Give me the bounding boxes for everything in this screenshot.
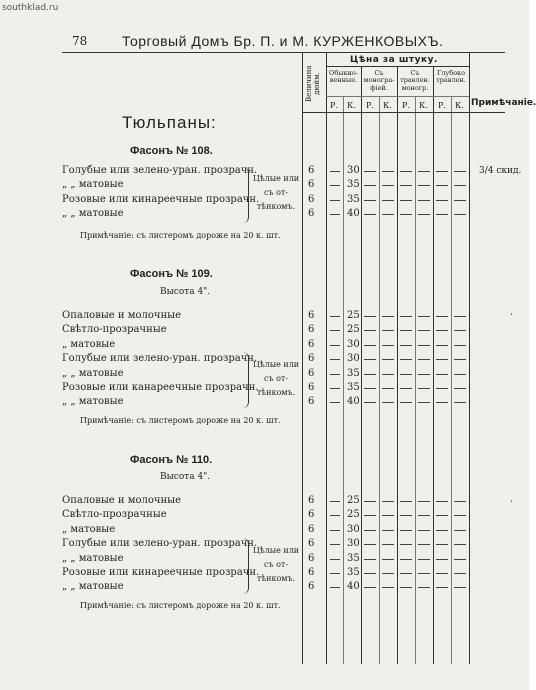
size-value: 6: [308, 567, 315, 578]
size-value: 6: [308, 523, 315, 535]
empty-price-dash: [364, 515, 376, 516]
empty-price-dash: [382, 587, 394, 588]
empty-price-dash: [418, 587, 430, 588]
empty-price-dash: [436, 171, 448, 172]
empty-price-dash: [382, 544, 394, 545]
empty-price-dash: [400, 185, 412, 186]
size-value: 6: [308, 324, 315, 336]
empty-price-dash: [454, 316, 466, 317]
footnote: Примѣчанiе: съ листеромъ дороже на 20 к. шт.: [80, 231, 281, 240]
size-value: 6: [308, 552, 315, 564]
price-value: 40: [347, 208, 360, 220]
price-value: 25: [347, 495, 360, 506]
height-note: Высота 4".: [160, 287, 211, 297]
empty-price-dash: [400, 573, 412, 574]
item-label: Свѣтло-прозрачные: [62, 509, 167, 521]
empty-price-dash: [382, 374, 394, 375]
empty-price-dash: [400, 402, 412, 403]
empty-price-dash: [330, 501, 340, 502]
empty-price-dash: [364, 587, 376, 588]
empty-price-dash: [330, 359, 340, 360]
footnote: Примѣчанiе: съ листеромъ дороже на 20 к. шт.: [80, 601, 281, 610]
empty-price-dash: [418, 214, 430, 215]
empty-price-dash: [436, 402, 448, 403]
empty-price-dash: [418, 530, 430, 531]
price-value: 35: [347, 367, 360, 379]
table-row: [62, 524, 462, 538]
empty-price-dash: [454, 402, 466, 403]
empty-price-dash: [454, 515, 466, 516]
empty-price-dash: [436, 345, 448, 346]
empty-price-dash: [330, 345, 340, 346]
empty-price-dash: [330, 185, 340, 186]
empty-price-dash: [418, 515, 430, 516]
item-label: „ матовые: [62, 338, 116, 350]
price-value: 35: [347, 193, 360, 205]
empty-price-dash: [418, 171, 430, 172]
empty-price-dash: [364, 345, 376, 346]
item-label: „ матовые: [62, 523, 116, 535]
price-value: 30: [347, 538, 360, 550]
empty-price-dash: [330, 544, 340, 545]
empty-price-dash: [436, 359, 448, 360]
empty-price-dash: [330, 573, 340, 574]
empty-price-dash: [436, 185, 448, 186]
item-label: Розовые или канареечные прозрачн.: [62, 382, 259, 393]
empty-price-dash: [330, 330, 340, 331]
footnote: Примѣчанiе: съ листеромъ дороже на 20 к. шт.: [80, 416, 281, 425]
empty-price-dash: [330, 515, 340, 516]
size-value: 6: [308, 538, 315, 550]
empty-price-dash: [454, 345, 466, 346]
empty-price-dash: [382, 200, 394, 201]
empty-price-dash: [454, 200, 466, 201]
table-row: [62, 310, 462, 324]
size-column-header: Величина дюйм.: [305, 65, 321, 103]
table-head-rule: [302, 112, 505, 113]
empty-price-dash: [382, 345, 394, 346]
empty-price-dash: [436, 388, 448, 389]
price-value: 30: [347, 165, 360, 176]
empty-price-dash: [454, 214, 466, 215]
item-label: Розовые или кинареечные прозрачн.: [62, 193, 260, 205]
empty-price-dash: [436, 530, 448, 531]
item-label: Свѣтло-прозрачные: [62, 324, 167, 336]
empty-price-dash: [382, 330, 394, 331]
size-value: 6: [308, 367, 315, 379]
empty-price-dash: [330, 587, 340, 588]
empty-price-dash: [364, 559, 376, 560]
group-label: Цѣлые или съ от-тѣнкомъ.: [252, 360, 300, 397]
col-ordinary: Обыкно-венные.: [329, 69, 358, 85]
empty-price-dash: [364, 185, 376, 186]
empty-price-dash: [364, 501, 376, 502]
empty-price-dash: [418, 374, 430, 375]
item-label: Опаловые и молочные: [62, 495, 182, 506]
empty-price-dash: [418, 359, 430, 360]
empty-price-dash: [400, 544, 412, 545]
page-number: 78: [72, 34, 88, 48]
fason-heading: Фасонъ № 110.: [130, 454, 213, 466]
size-value: 6: [308, 382, 315, 393]
empty-price-dash: [330, 402, 340, 403]
item-label: Голубые или зелено-уран. прозрачн.: [62, 538, 258, 550]
empty-price-dash: [436, 544, 448, 545]
rub-label: Р.: [330, 101, 338, 110]
price-value: 30: [347, 523, 360, 535]
margin-mark: ’: [510, 313, 513, 323]
size-value: 6: [308, 353, 315, 365]
empty-price-dash: [400, 316, 412, 317]
table-row: [62, 324, 462, 338]
empty-price-dash: [454, 359, 466, 360]
rub-label: Р.: [402, 101, 410, 110]
item-label: „ „ матовые: [62, 179, 124, 191]
empty-price-dash: [382, 214, 394, 215]
item-label: „ „ матовые: [62, 396, 124, 408]
item-label: Розовые или кинареечные прозрачн.: [62, 567, 260, 578]
price-value: 35: [347, 179, 360, 191]
empty-price-dash: [400, 374, 412, 375]
size-value: 6: [308, 338, 315, 350]
kop-label: К.: [419, 101, 428, 110]
empty-price-dash: [418, 559, 430, 560]
size-value: 6: [308, 208, 315, 220]
price-value: 25: [347, 310, 360, 321]
size-value: 6: [308, 509, 315, 521]
col-etched-monogram: Съ травлен. моногр.: [400, 69, 430, 92]
empty-price-dash: [382, 515, 394, 516]
empty-price-dash: [364, 200, 376, 201]
empty-price-dash: [418, 185, 430, 186]
empty-price-dash: [400, 345, 412, 346]
page-header: Торговый Домъ Бр. П. и М. КУРЖЕНКОВЫХЪ.: [122, 33, 444, 49]
empty-price-dash: [418, 200, 430, 201]
item-label: „ „ матовые: [62, 581, 124, 593]
empty-price-dash: [418, 345, 430, 346]
size-value: 6: [308, 193, 315, 205]
empty-price-dash: [454, 573, 466, 574]
table-row: [62, 509, 462, 523]
empty-price-dash: [330, 388, 340, 389]
rub-label: Р.: [438, 101, 446, 110]
empty-price-dash: [400, 530, 412, 531]
col-monogram: Съ моногра-фiей.: [363, 69, 395, 92]
discount-note: 3/4 скид.: [479, 166, 522, 176]
price-value: 35: [347, 552, 360, 564]
notes-header: Примѣчанiе.: [471, 98, 536, 108]
empty-price-dash: [364, 374, 376, 375]
empty-price-dash: [364, 316, 376, 317]
empty-price-dash: [454, 544, 466, 545]
table-row: [62, 495, 462, 509]
empty-price-dash: [436, 559, 448, 560]
empty-price-dash: [436, 587, 448, 588]
group-brace: [242, 538, 249, 594]
empty-price-dash: [454, 171, 466, 172]
empty-price-dash: [436, 374, 448, 375]
empty-price-dash: [454, 587, 466, 588]
empty-price-dash: [400, 214, 412, 215]
empty-price-dash: [454, 185, 466, 186]
empty-price-dash: [364, 330, 376, 331]
empty-price-dash: [400, 171, 412, 172]
item-label: Голубые или зелено-уран. прозрачн.: [62, 353, 258, 365]
size-value: 6: [308, 495, 315, 506]
height-note: Высота 4".: [160, 472, 211, 482]
empty-price-dash: [364, 171, 376, 172]
margin-mark: ’: [510, 500, 513, 510]
col-divider: [469, 52, 470, 664]
size-value: 6: [308, 581, 315, 593]
empty-price-dash: [330, 374, 340, 375]
empty-price-dash: [418, 316, 430, 317]
empty-price-dash: [436, 330, 448, 331]
size-value: 6: [308, 396, 315, 408]
empty-price-dash: [418, 402, 430, 403]
empty-price-dash: [454, 501, 466, 502]
price-value: 30: [347, 353, 360, 365]
empty-price-dash: [454, 388, 466, 389]
empty-price-dash: [330, 214, 340, 215]
group-label: Цѣлые или съ от-тѣнкомъ.: [252, 174, 300, 211]
empty-price-dash: [400, 388, 412, 389]
fason-heading: Фасонъ № 109.: [130, 268, 213, 280]
empty-price-dash: [382, 316, 394, 317]
empty-price-dash: [400, 501, 412, 502]
item-label: „ „ матовые: [62, 367, 124, 379]
empty-price-dash: [382, 359, 394, 360]
price-value: 30: [347, 338, 360, 350]
empty-price-dash: [436, 501, 448, 502]
header-rule: [62, 52, 505, 53]
empty-price-dash: [418, 330, 430, 331]
empty-price-dash: [382, 388, 394, 389]
section-title: Тюльпаны:: [122, 113, 217, 132]
kop-label: К.: [347, 101, 356, 110]
empty-price-dash: [454, 374, 466, 375]
empty-price-dash: [418, 388, 430, 389]
price-value: 25: [347, 324, 360, 336]
price-value: 40: [347, 581, 360, 593]
empty-price-dash: [382, 171, 394, 172]
group-label: Цѣлые или съ от-тѣнкомъ.: [252, 546, 300, 583]
empty-price-dash: [454, 559, 466, 560]
item-label: Опаловые и молочные: [62, 310, 182, 321]
empty-price-dash: [400, 515, 412, 516]
empty-price-dash: [436, 214, 448, 215]
price-value: 35: [347, 382, 360, 393]
empty-price-dash: [330, 316, 340, 317]
price-value: 35: [347, 567, 360, 578]
empty-price-dash: [400, 559, 412, 560]
kop-label: К.: [383, 101, 392, 110]
price-value: 25: [347, 509, 360, 521]
empty-price-dash: [400, 587, 412, 588]
table-row: [62, 339, 462, 353]
empty-price-dash: [400, 330, 412, 331]
empty-price-dash: [382, 185, 394, 186]
empty-price-dash: [454, 330, 466, 331]
price-rule: [326, 66, 469, 67]
empty-price-dash: [330, 559, 340, 560]
empty-price-dash: [400, 359, 412, 360]
size-value: 6: [308, 310, 315, 321]
empty-price-dash: [400, 200, 412, 201]
rub-label: Р.: [366, 101, 374, 110]
rk-rule: [326, 96, 469, 97]
watermark: southklad.ru: [2, 3, 59, 13]
group-brace: [242, 352, 249, 408]
empty-price-dash: [330, 530, 340, 531]
item-label: „ „ матовые: [62, 208, 124, 220]
empty-price-dash: [364, 402, 376, 403]
empty-price-dash: [382, 530, 394, 531]
item-label: „ „ матовые: [62, 552, 124, 564]
empty-price-dash: [364, 388, 376, 389]
empty-price-dash: [364, 359, 376, 360]
kop-label: К.: [455, 101, 464, 110]
empty-price-dash: [382, 402, 394, 403]
empty-price-dash: [418, 544, 430, 545]
empty-price-dash: [418, 501, 430, 502]
group-brace: [242, 167, 249, 223]
empty-price-dash: [418, 573, 430, 574]
empty-price-dash: [436, 316, 448, 317]
empty-price-dash: [382, 573, 394, 574]
col-deep-etched: Глубоко травлен.: [436, 69, 466, 85]
empty-price-dash: [454, 530, 466, 531]
price-value: 40: [347, 396, 360, 408]
price-title: Цѣна за штуку.: [350, 55, 438, 65]
fason-heading: Фасонъ № 108.: [130, 145, 213, 157]
empty-price-dash: [330, 171, 340, 172]
empty-price-dash: [436, 573, 448, 574]
size-value: 6: [308, 179, 315, 191]
empty-price-dash: [330, 200, 340, 201]
empty-price-dash: [382, 559, 394, 560]
empty-price-dash: [382, 501, 394, 502]
empty-price-dash: [436, 515, 448, 516]
size-value: 6: [308, 165, 315, 176]
empty-price-dash: [364, 214, 376, 215]
empty-price-dash: [364, 573, 376, 574]
empty-price-dash: [364, 544, 376, 545]
empty-price-dash: [364, 530, 376, 531]
item-label: Голубые или зелено-уран. прозрачн.: [62, 165, 258, 176]
empty-price-dash: [436, 200, 448, 201]
